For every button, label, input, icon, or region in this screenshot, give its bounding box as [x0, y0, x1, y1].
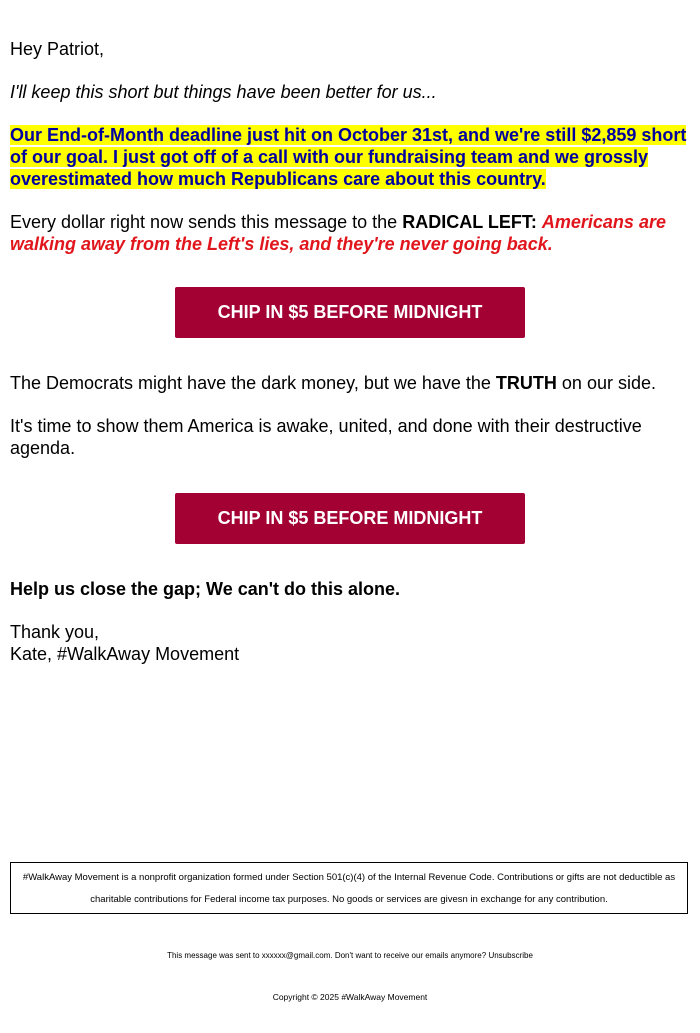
sign-off	[10, 621, 690, 665]
sent-to-text: This message was sent to xxxxxx@gmail.com. Don't want to receive our emails anymore?	[167, 951, 487, 960]
cta-container-1	[10, 287, 690, 338]
message-prefix: Every dollar right now sends this message to the	[10, 212, 403, 232]
awake-paragraph: It's time to show them America is awake, united, and done with their destructive agenda.	[10, 416, 642, 458]
copyright: Copyright © 2025 #WalkAway Movement	[272, 992, 428, 1002]
chip-in-button[interactable]: CHIP IN $5 BEFORE MIDNIGHT	[175, 287, 525, 338]
email-body	[10, 38, 690, 665]
chip-in-button-2[interactable]: CHIP IN $5 BEFORE MIDNIGHT	[175, 493, 525, 544]
deadline-paragraph	[10, 124, 690, 190]
legal-disclaimer: #WalkAway Movement is a nonprofit organization formed under Section 501(c)(4) of the Internal Revenue Code. Contributions or gifts are not deductible as charitable contributions for Federal income tax purposes. No goods or services are givesn in exchange for any contribution.	[10, 862, 688, 914]
democrats-paragraph	[10, 372, 690, 394]
unsubscribe-link[interactable]: Unsubscribe	[488, 951, 533, 960]
greeting: Hey Patriot,	[10, 39, 105, 59]
close-gap-text: Help us close the gap; We can't do this alone.	[10, 579, 401, 599]
message-paragraph	[10, 211, 690, 255]
walking-away-text: Americans are walking away from the Left's lies, and they're never going back.	[10, 212, 666, 254]
democrats-prefix: The Democrats might have the dark money, but we have the	[10, 373, 496, 393]
democrats-suffix: on our side.	[556, 373, 656, 393]
sent-to-notice	[0, 950, 700, 962]
radical-left-text: RADICAL LEFT:	[402, 212, 537, 232]
thanks-text: Thank you,	[10, 622, 100, 642]
signature: Kate, #WalkAway Movement	[10, 644, 240, 664]
cta-container-2	[10, 493, 690, 544]
highlighted-deadline-text: Our End-of-Month deadline just hit on October 31st, and we're still $2,859 short of our goal. I just got off of a call with our fundraising team and we grossly overestimated how much Republicans care about this country.	[10, 125, 687, 189]
truth-text: TRUTH	[495, 373, 557, 393]
intro-text: I'll keep this short but things have been better for us...	[10, 82, 437, 102]
